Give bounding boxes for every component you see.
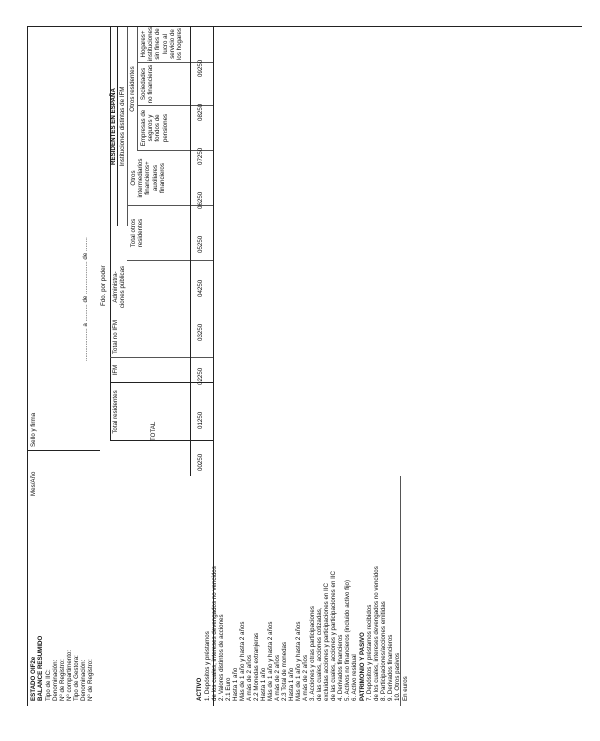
row-euro-mas2: A más de 2 años bbox=[246, 654, 253, 701]
total-label: TOTAL bbox=[150, 421, 157, 441]
col-otros-intermediarios: Otros intermediarios financieros+ auxiliares financieros bbox=[130, 158, 166, 198]
fdo-label: Fdo. por poder bbox=[100, 265, 107, 306]
col-instituciones: Instituciones distintas de IFM bbox=[119, 86, 126, 167]
col-empresas-seguros: Empresas de seguros y fondos de pensiones bbox=[140, 109, 169, 147]
row-otros-pasivos: 10. Otros pasivos bbox=[394, 652, 401, 701]
header-vertical-divider bbox=[27, 450, 100, 451]
code-00250: 00250 bbox=[197, 453, 204, 471]
row-tot-1a2: Más de 1 año y hasta 2 años bbox=[295, 621, 302, 701]
row-ext-1a2: Más de 1 año y hasta 2 años bbox=[267, 621, 274, 701]
field-registro-1: Nº de Registro: bbox=[59, 659, 66, 701]
col-ifm: IFM bbox=[112, 364, 119, 376]
section-activo: ACTIVO bbox=[196, 677, 203, 701]
row-tot-hasta1: Hasta 1 año bbox=[288, 667, 295, 701]
col-divider-3 bbox=[127, 260, 213, 261]
row-acciones-cotizadas: de las cuales, acciones cotizadas, bbox=[316, 607, 323, 701]
row-euro: 2.1 Euro bbox=[225, 677, 232, 701]
row-depositos: 1. Depósitos y préstamos bbox=[204, 631, 211, 701]
code-07250: 07250 bbox=[197, 147, 204, 165]
field-tipo-iic: Tipo de IIC: bbox=[45, 669, 52, 701]
col-divider-2 bbox=[110, 357, 213, 358]
row-valores: 2. Valores distintos de acciones bbox=[218, 614, 225, 701]
field-tipo-gestora: Tipo de Gestora: bbox=[73, 655, 80, 701]
field-denominacion-1: Denominación: bbox=[52, 659, 59, 701]
section-patrimonio: PATRIMONIO Y PASIVO bbox=[359, 632, 366, 701]
top-border bbox=[27, 27, 28, 706]
row-derivados: 4. Derivados financieros bbox=[337, 634, 344, 701]
col-sociedades-no-fin: Sociedades no financieras bbox=[140, 64, 155, 104]
col-total-residentes: Total residentes bbox=[112, 390, 119, 434]
code-05250: 05250 bbox=[197, 235, 204, 253]
form-title: ESTADO OIF2e bbox=[30, 656, 37, 701]
code-03250: 03250 bbox=[197, 323, 204, 341]
field-denominacion-2: Denominación: bbox=[80, 659, 87, 701]
en-euros-label: En euros bbox=[402, 676, 409, 701]
row-ext-mas2: A más de 2 años bbox=[274, 654, 281, 701]
sello-label: Sello y firma bbox=[30, 412, 37, 447]
code-04250: 04250 bbox=[197, 279, 204, 297]
row-tot-mas2: A más de 2 años bbox=[302, 654, 309, 701]
form-subtitle: BALANCE RESUMIDO bbox=[37, 635, 44, 701]
row-depositos-recibidos: 7. Depósitos y préstamos recibidos bbox=[366, 604, 373, 701]
row-depositos-intereses: de los cuales, intereses devengados no vencidos bbox=[211, 566, 218, 701]
code-row-line bbox=[190, 27, 191, 476]
row-pasivo-derivados: 9. Derivados financieros bbox=[387, 634, 394, 701]
footer-line bbox=[400, 476, 401, 706]
instituciones-line bbox=[127, 27, 128, 226]
fecha-line: ................... a .......... de ................... de ........ bbox=[82, 237, 89, 361]
col-total-no-ifm: Total no IFM bbox=[112, 319, 119, 355]
code-02250: 02250 bbox=[197, 367, 204, 385]
code-06250: 06250 bbox=[197, 191, 204, 209]
field-registro-2: Nº de Registro: bbox=[87, 659, 94, 701]
col-divider-0 bbox=[110, 440, 213, 441]
row-monedas-ext: 2.2 Monedas extranjeras bbox=[253, 632, 260, 701]
row-euro-1a2: Más de 1 año y hasta 2 años bbox=[239, 621, 246, 701]
col-admin-publicas: Administra-ciones públicas bbox=[112, 265, 127, 309]
row-ext-hasta1: Hasta 1 año bbox=[260, 667, 267, 701]
code-01250: 01250 bbox=[197, 411, 204, 429]
col-otros-residentes: Otros residentes bbox=[129, 66, 136, 112]
row-euro-hasta1: Hasta 1 año bbox=[232, 667, 239, 701]
otros-residentes-line bbox=[137, 27, 138, 151]
row-activos-no-fin: 5. Activos no financieros (incluido activo fijo) bbox=[344, 579, 351, 701]
row-participaciones: 8. Participaciones/acciones emitidas bbox=[380, 601, 387, 701]
row-acciones: 3. Acciones y otras participaciones bbox=[309, 606, 316, 701]
field-compartimento: Nº compartimento: bbox=[66, 649, 73, 701]
col-total-otros: Total otros residentes bbox=[130, 218, 145, 248]
row-acciones-iic: de las cuales, acciones y participaciones en IIC bbox=[330, 570, 337, 701]
row-acciones-excluidas: excluidas acciones y participaciones en IIC bbox=[323, 583, 330, 701]
code-09250: 09250 bbox=[197, 59, 204, 77]
row-total-monedas: 2.3 Total de monedas bbox=[281, 641, 288, 701]
mes-ano-label: Mes/Año bbox=[30, 471, 37, 496]
col-hogares: Hogares+ instituciones sin fines de lucro al servicio de los hogares bbox=[140, 26, 184, 61]
col-residentes-espana: RESIDENTES EN ESPAÑA bbox=[110, 88, 117, 165]
row-activo-residual: 6. Activo residual bbox=[351, 654, 358, 701]
code-08250: 08250 bbox=[197, 103, 204, 121]
row-pasivo-intereses: de los cuales, intereses devengados no vencidos bbox=[373, 566, 380, 701]
